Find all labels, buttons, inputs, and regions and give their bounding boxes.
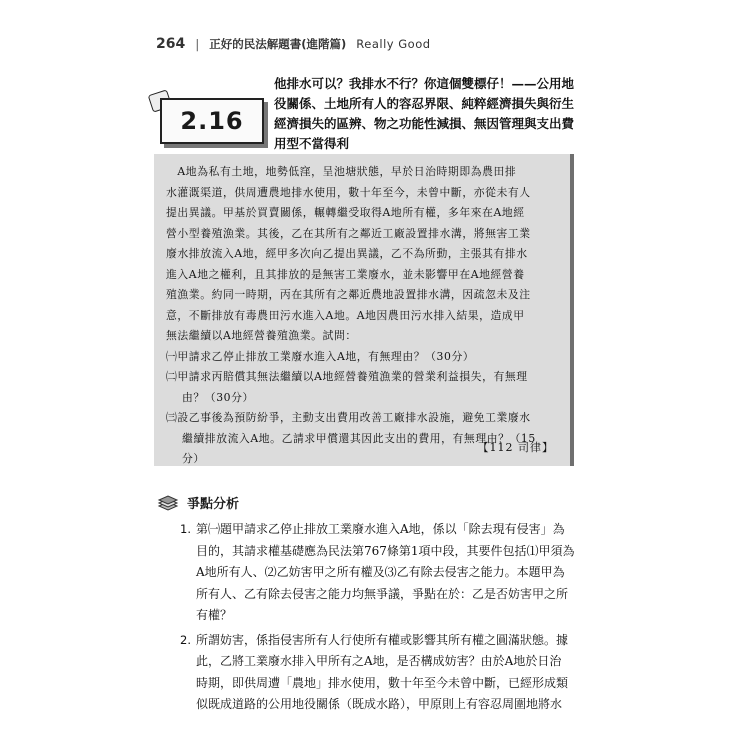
analysis-heading-text: 爭點分析: [187, 497, 240, 512]
analysis-line: 此，乙將工業廢水排入甲所有之A地，是否構成妨害？由於A地於日治: [196, 654, 562, 668]
question-box: [154, 154, 574, 466]
section-badge: [150, 92, 262, 144]
page-number: 264: [156, 36, 186, 52]
case-title-line: 役關係、土地所有人的容忍界限、純粹經濟損失與衍生: [274, 96, 575, 111]
analysis-line: 有權？: [196, 608, 233, 622]
analysis-item: [180, 630, 590, 716]
analysis-heading: [157, 493, 239, 512]
analysis-line: 似既成道路的公用地役關係（既成水路），甲原則上有容忍周圍地將水: [196, 697, 563, 711]
book-title: 正好的民法解題書(進階篇): [209, 37, 347, 51]
analysis-line: 所有人、乙有除去侵害之能力均無爭議，爭點在於：乙是否妨害甲之所: [196, 586, 569, 601]
analysis-line: 所謂妨害，係指侵害所有人行使所有權或影響其所有權之圓滿狀態。據: [196, 632, 569, 647]
book-series: Really Good: [356, 37, 431, 51]
analysis-line: 第㈠題甲請求乙停止排放工業廢水進入A地，係以「除去現有侵害」為: [196, 522, 565, 536]
case-title-line: 用型不當得利: [274, 136, 350, 151]
question-item-line: 由？（30分）: [182, 390, 254, 404]
question-line: 無法繼續以A地經營養殖漁業。試問：: [166, 329, 357, 342]
section-number: 2.16: [160, 98, 264, 144]
analysis-line: A地所有人、⑵乙妨害甲之所有權及⑶乙有除去侵害之能力。本題甲為: [196, 565, 565, 579]
question-line: 意，不斷排放有毒農田污水進入A地。A地因農田污水排入結果，造成甲: [166, 308, 525, 322]
question-item-line: ㈡甲請求丙賠償其無法繼續以A地經營養殖漁業的營業利益損失，有無理: [166, 370, 528, 383]
question-line: 進入A地之權利，且其排放的是無害工業廢水，並未影響甲在A地經營養: [166, 267, 525, 281]
analysis-item-number: 2.: [180, 632, 191, 647]
question-item-line: 繼續排放流入A地。乙請求甲償還其因此支出的費用，有無理由？（15: [182, 431, 536, 445]
question-item-2: [166, 367, 560, 408]
case-title-line: 他排水可以？我排水不行？你這個雙標仔！——公用地: [274, 76, 575, 91]
header-separator: |: [195, 37, 200, 51]
question-line: A地為私有土地，地勢低窪，呈池塘狀態，早於日治時期即為農田排: [166, 165, 517, 178]
question-line: 提出異議。甲基於買賣關係，輾轉繼受取得A地所有權，多年來在A地經: [166, 206, 525, 219]
question-line: 廢水排放流入A地，經甲多次向乙提出異議，乙不為所動，主張其有排水: [166, 247, 528, 260]
case-title: [274, 74, 584, 154]
analysis-list: [180, 519, 590, 719]
question-item-line: ㈢設乙事後為預防紛爭，主動支出費用改善工廠排水設施，避免工業廢水: [166, 411, 531, 424]
books-icon: [157, 494, 179, 512]
exam-source: 【112 司律】: [477, 440, 554, 454]
question-line: 營小型養殖漁業。其後，乙在其所有之鄰近工廠設置排水溝，將無害工業: [166, 226, 531, 240]
analysis-item: [180, 519, 590, 627]
question-item-line: 分）: [182, 452, 205, 465]
question-paragraph: [166, 162, 560, 347]
running-header: [156, 36, 431, 52]
question-item-1: [166, 347, 560, 368]
question-item-line: ㈠甲請求乙停止排放工業廢水進入A地，有無理由？（30分）: [166, 349, 475, 363]
case-title-line: 經濟損失的區辨、物之功能性減損、無因管理與支出費: [274, 116, 575, 131]
question-line: 水灌溉渠道，供周遭農地排水使用，數十年至今，未曾中斷，亦從未有人: [166, 185, 531, 199]
analysis-line: 目的，其請求權基礎應為民法第767條第1項中段，其要件包括⑴甲須為: [196, 543, 575, 558]
analysis-item-number: 1.: [180, 522, 191, 536]
question-line: 殖漁業。約同一時期，丙在其所有之鄰近農地設置排水溝，因疏忽未及注: [166, 288, 531, 301]
analysis-line: 時期，即供周遭「農地」排水使用，數十年至今未曾中斷，已經形成類: [196, 675, 569, 690]
